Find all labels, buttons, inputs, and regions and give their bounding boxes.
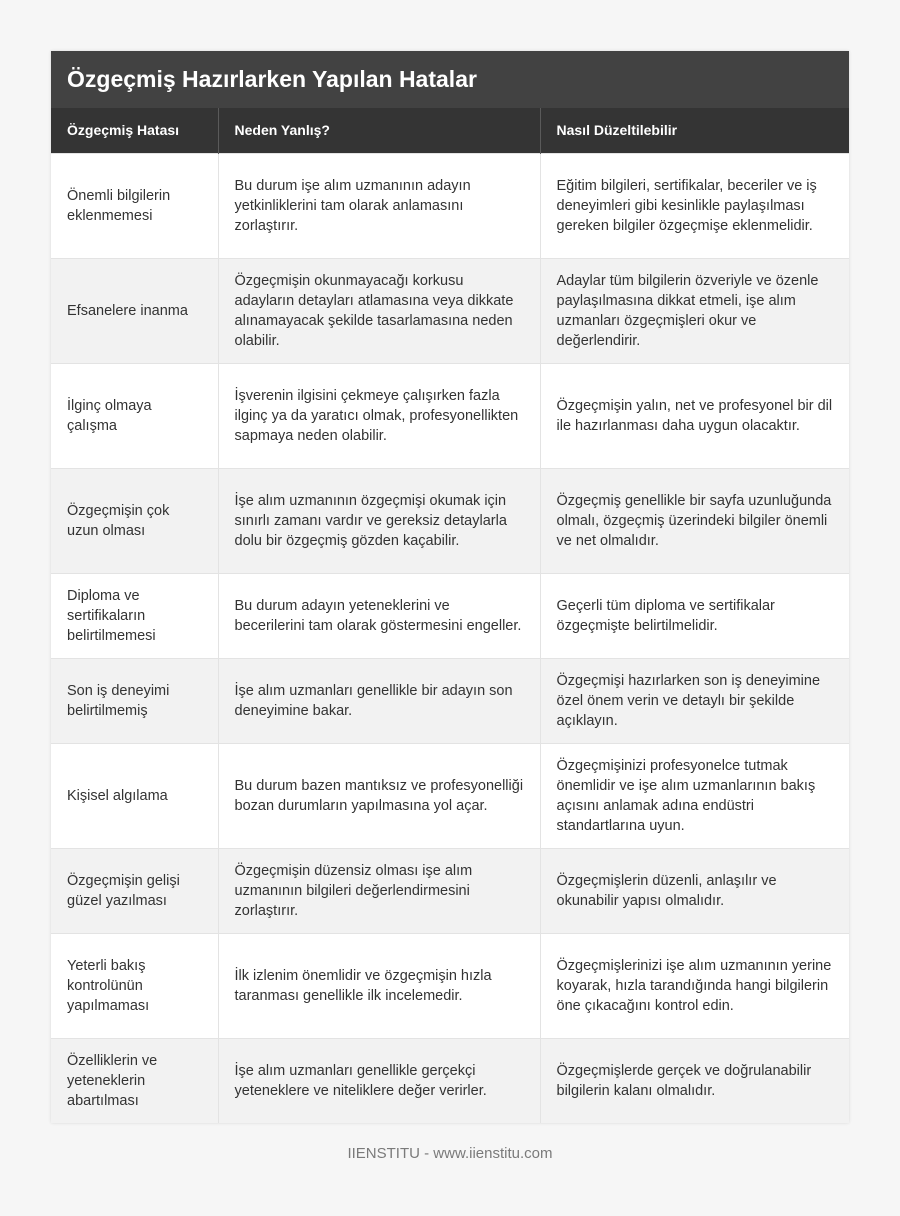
cell-why: İşe alım uzmanının özgeçmişi okumak için sınırlı zamanı vardır ve gereksiz detaylarla dolu bir özgeçmiş gözden kaçabilir. [218, 468, 540, 573]
table-title: Özgeçmiş Hazırlarken Yapılan Hatalar [51, 51, 849, 108]
cell-mistake: Özgeçmişin çok uzun olması [51, 468, 218, 573]
cell-fix: Geçerli tüm diploma ve sertifikalar özgeçmişte belirtilmelidir. [540, 573, 849, 658]
cell-mistake: Efsanelere inanma [51, 258, 218, 363]
cell-fix: Özgeçmişlerde gerçek ve doğrulanabilir bilgilerin kalanı olmalıdır. [540, 1038, 849, 1123]
table-row [51, 363, 849, 468]
cell-why: İşe alım uzmanları genellikle bir adayın son deneyimine bakar. [218, 658, 540, 743]
cell-fix: Özgeçmişi hazırlarken son iş deneyimine özel önem verin ve detaylı bir şekilde açıklayın. [540, 658, 849, 743]
table-row [51, 153, 849, 258]
cell-mistake: Yeterli bakış kontrolünün yapılmaması [51, 933, 218, 1038]
column-header-fix: Nasıl Düzeltilebilir [540, 108, 849, 153]
cell-why: Özgeçmişin düzensiz olması işe alım uzmanının bilgileri değerlendirmesini zorlaştırır. [218, 848, 540, 933]
table-row [51, 848, 849, 933]
table-row [51, 573, 849, 658]
cell-fix: Özgeçmişlerin düzenli, anlaşılır ve okunabilir yapısı olmalıdır. [540, 848, 849, 933]
column-header-mistake: Özgeçmiş Hatası [67, 122, 180, 139]
cell-fix: Özgeçmiş genellikle bir sayfa uzunluğunda olmalı, özgeçmiş üzerindeki bilgiler önemli ve net olmalıdır. [540, 468, 849, 573]
cell-fix: Özgeçmişinizi profesyonelce tutmak önemlidir ve işe alım uzmanlarının bakış açısını anlamak adına endüstri standartlarına uyun. [540, 743, 849, 848]
mistakes-table-card [51, 51, 849, 1123]
cell-fix: Eğitim bilgileri, sertifikalar, beceriler ve iş deneyimleri gibi kesinlikle paylaşılması gereken bilgiler özgeçmişe eklenmelidir. [540, 153, 849, 258]
cell-why: İlk izlenim önemlidir ve özgeçmişin hızla taranması genellikle ilk incelemedir. [218, 933, 540, 1038]
cell-fix: Özgeçmişin yalın, net ve profesyonel bir dil ile hazırlanması daha uygun olacaktır. [540, 363, 849, 468]
cell-why: Bu durum işe alım uzmanının adayın yetkinliklerini tam olarak anlamasını zorlaştırır. [218, 153, 540, 258]
table-row [51, 743, 849, 848]
table-row [51, 258, 849, 363]
cell-mistake: Diploma ve sertifikaların belirtilmemesi [51, 573, 218, 658]
table-row [51, 933, 849, 1038]
cell-fix: Özgeçmişlerinizi işe alım uzmanının yerine koyarak, hızla tarandığında hangi bilgilerin öne çıkacağını kontrol edin. [540, 933, 849, 1038]
cell-mistake: Kişisel algılama [51, 743, 218, 848]
mistakes-table [51, 108, 849, 1123]
cell-why: İşe alım uzmanları genellikle gerçekçi yeteneklere ve niteliklere değer verirler. [218, 1038, 540, 1123]
cell-why: İşverenin ilgisini çekmeye çalışırken fazla ilginç ya da yaratıcı olmak, profesyonellikten sapmaya neden olabilir. [218, 363, 540, 468]
cell-mistake: İlginç olmaya çalışma [51, 363, 218, 468]
table-header-row [51, 108, 849, 153]
cell-why: Özgeçmişin okunmayacağı korkusu adayların detayları atlamasına veya dikkate alınamayacak şekilde tasarlamasına neden olabilir. [218, 258, 540, 363]
cell-mistake: Özelliklerin ve yeteneklerin abartılması [51, 1038, 218, 1123]
table-row [51, 658, 849, 743]
cell-fix: Adaylar tüm bilgilerin özveriyle ve özenle paylaşılmasına dikkat etmeli, işe alım uzmanları özgeçmişleri okur ve değerlendirir. [540, 258, 849, 363]
cell-mistake: Özgeçmişin gelişi güzel yazılması [51, 848, 218, 933]
column-header-why: Neden Yanlış? [218, 108, 540, 153]
cell-mistake: Önemli bilgilerin eklenmemesi [51, 153, 218, 258]
table-row [51, 1038, 849, 1123]
footer-credit: IIENSTITU - www.iienstitu.com [347, 1145, 553, 1162]
cell-mistake: Son iş deneyimi belirtilmemiş [51, 658, 218, 743]
cell-why: Bu durum bazen mantıksız ve profesyonelliği bozan durumların yapılmasına yol açar. [218, 743, 540, 848]
cell-why: Bu durum adayın yeteneklerini ve becerilerini tam olarak göstermesini engeller. [218, 573, 540, 658]
table-row [51, 468, 849, 573]
